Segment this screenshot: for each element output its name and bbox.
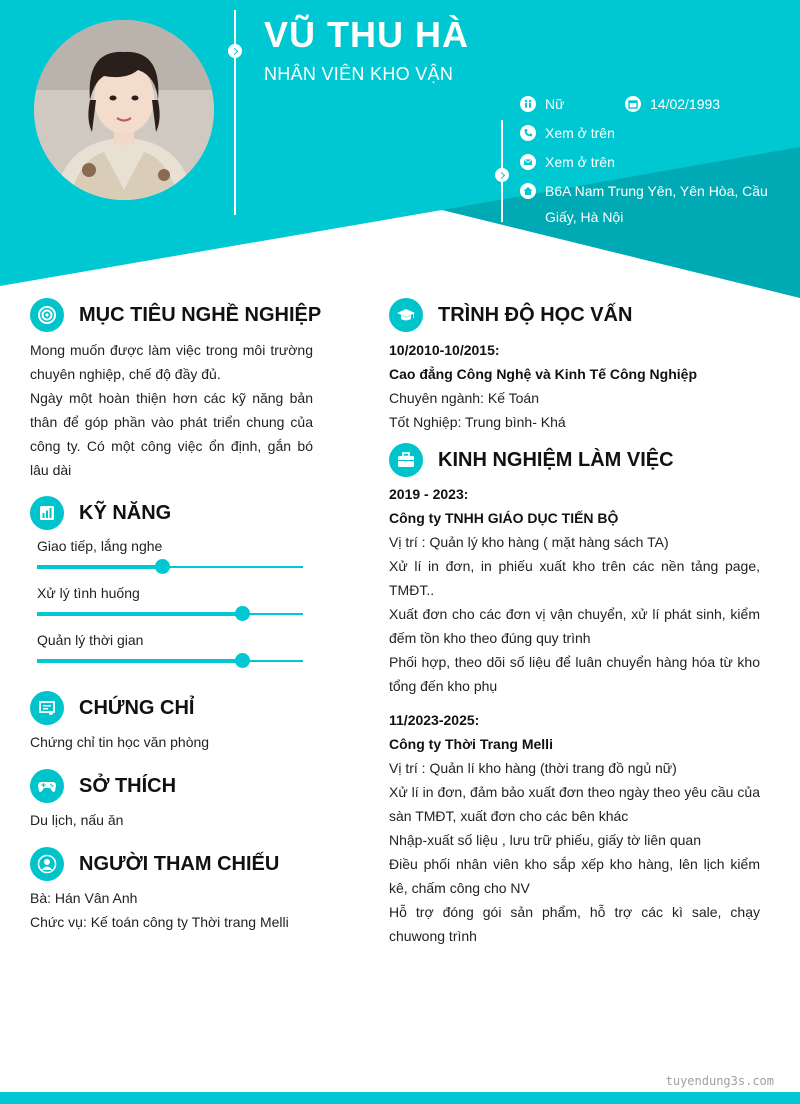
objective-text [30, 338, 313, 482]
graduation-cap-icon [389, 298, 423, 332]
home-icon [520, 183, 536, 199]
skill-bar [37, 566, 303, 568]
header-divider-left [234, 10, 236, 215]
skills-title: KỸ NĂNG [79, 501, 172, 524]
skill-level-knob [235, 606, 250, 621]
hobbies-text: Du lịch, nấu ăn [30, 812, 124, 828]
address-line-2: Giấy, Hà Nội [545, 209, 624, 225]
hobbies-title: SỞ THÍCH [79, 774, 177, 797]
chevron-right-icon [495, 168, 509, 182]
phone-info [520, 120, 615, 146]
gender-icon [520, 96, 536, 112]
certificates-title: CHỨNG CHỈ [79, 696, 195, 719]
job-title: NHÂN VIÊN KHO VẬN [264, 64, 454, 84]
user-icon [30, 847, 64, 881]
job-detail: Hỗ trợ đóng gói sản phẩm, hỗ trợ các kì sale, chạy chuwong trình [389, 904, 760, 944]
skill-level-knob [235, 653, 250, 668]
objective-paragraph-1: Mong muốn được làm việc trong môi trường chuyên nghiệp, chế độ đầy đủ. [30, 342, 313, 382]
hobbies-section-header [30, 769, 176, 803]
job-detail: Vị trí : Quản lý kho hàng ( mặt hàng sách TA) [389, 534, 669, 550]
bar-chart-icon [30, 496, 64, 530]
profile-photo [34, 20, 214, 200]
objective-paragraph-2: Ngày một hoàn thiện hơn các kỹ năng bản thân để góp phần vào phát triển chung của công ty. Có một công việc ổn định, gắn bó lâu dài [30, 390, 313, 478]
phone-icon [520, 125, 536, 141]
skill-level-knob [155, 559, 170, 574]
gamepad-icon [30, 769, 64, 803]
watermark: tuyendung3s.com [665, 1074, 774, 1088]
education-section-header [389, 298, 632, 332]
job-detail: Xử lí in đơn, đảm bảo xuất đơn theo ngày theo yêu cầu của sàn TMĐT, xuất đơn cho các bên khác [389, 784, 760, 824]
reference-position: Chức vụ: Kế toán công ty Thời trang Melli [30, 914, 289, 930]
skill-bar-fill [37, 659, 242, 663]
skill-label: Giao tiếp, lắng nghe [37, 538, 163, 554]
chevron-right-icon [228, 44, 242, 58]
reference-name: Bà: Hán Vân Anh [30, 890, 138, 906]
reference-section-header [30, 847, 279, 881]
calendar-icon [625, 96, 641, 112]
gender-info [520, 91, 564, 117]
target-icon [30, 298, 64, 332]
education-details [389, 338, 760, 434]
experience-job-2 [389, 708, 760, 948]
education-grade: Tốt Nghiệp: Trung bình- Khá [389, 414, 566, 430]
education-major: Chuyên ngành: Kế Toán [389, 390, 539, 406]
certificate-icon [30, 691, 64, 725]
skill-bar-fill [37, 565, 162, 569]
job-period: 2019 - 2023: [389, 486, 469, 502]
email-value: Xem ở trên [545, 154, 615, 170]
certificates-section-header [30, 691, 194, 725]
education-period: 10/2010-10/2015: [389, 342, 500, 358]
certificates-text: Chứng chỉ tin học văn phòng [30, 734, 210, 750]
job-detail: Nhập-xuất số liệu , lưu trữ phiếu, giấy tờ liên quan [389, 832, 701, 848]
email-info [520, 149, 615, 175]
address-value [545, 178, 768, 230]
experience-job-1 [389, 482, 760, 698]
skill-label: Xử lý tình huống [37, 585, 140, 601]
job-company: Công ty Thời Trang Melli [389, 736, 553, 752]
reference-text [30, 886, 289, 934]
job-detail: Xuất đơn cho các đơn vị vận chuyển, xử lí phát sinh, kiểm đếm tồn kho theo đúng quy trình [389, 606, 760, 646]
skill-label: Quản lý thời gian [37, 632, 144, 648]
job-detail: Phối hợp, theo dõi số liệu để luân chuyển hàng hóa từ kho tổng đến kho phụ [389, 654, 760, 694]
gender-value: Nữ [545, 96, 565, 112]
job-detail: Xử lí in đơn, in phiếu xuất kho trên các nền tảng page, TMĐT.. [389, 558, 760, 598]
experience-section-header [389, 443, 674, 477]
job-company: Công ty TNHH GIÁO DỤC TIẾN BỘ [389, 510, 619, 526]
skill-bar-fill [37, 612, 242, 616]
reference-title: NGƯỜI THAM CHIẾU [79, 852, 280, 875]
skill-bar [37, 613, 303, 615]
skills-section-header [30, 496, 171, 530]
phone-value: Xem ở trên [545, 125, 615, 141]
education-school: Cao đẳng Công Nghệ và Kinh Tế Công Nghiệp [389, 366, 697, 382]
experience-title: KINH NGHIỆM LÀM VIỆC [438, 448, 674, 471]
birthdate-info [625, 91, 720, 117]
briefcase-icon [389, 443, 423, 477]
address-info [520, 178, 770, 230]
job-period: 11/2023-2025: [389, 712, 480, 728]
footer-bar [0, 1092, 800, 1104]
birthdate-value: 14/02/1993 [650, 96, 721, 112]
education-title: TRÌNH ĐỘ HỌC VẤN [438, 303, 633, 326]
candidate-name: VŨ THU HÀ [264, 14, 469, 55]
objective-section-header [30, 298, 321, 332]
job-detail: Điều phối nhân viên kho sắp xếp kho hàng, lên lịch kiểm kê, chấm công cho NV [389, 856, 760, 896]
objective-title: MỤC TIÊU NGHỀ NGHIỆP [79, 303, 322, 326]
job-detail: Vị trí : Quản lí kho hàng (thời trang đồ ngủ nữ) [389, 760, 677, 776]
address-line-1: B6A Nam Trung Yên, Yên Hòa, Cầu [545, 183, 768, 199]
email-icon [520, 154, 536, 170]
skill-bar [37, 660, 303, 662]
